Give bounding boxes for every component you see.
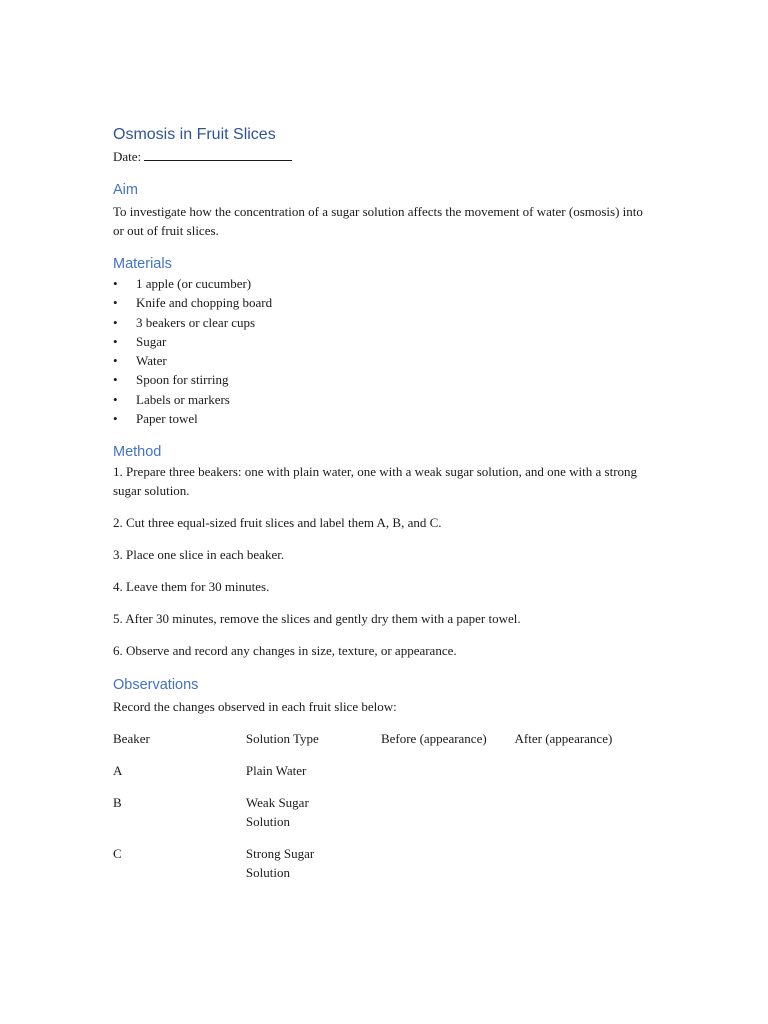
table-row xyxy=(113,793,653,844)
solution-text: Weak Sugar Solution xyxy=(245,795,309,830)
bullet-icon: • xyxy=(113,314,118,330)
method-step-4: 4. Leave them for 30 minutes. xyxy=(113,579,270,595)
list-item xyxy=(113,370,653,389)
material-label: 3 beakers or clear cups xyxy=(136,314,256,330)
bullet-icon: • xyxy=(113,276,118,291)
column-header-before: Before (appearance) xyxy=(380,731,487,747)
materials-heading: Materials xyxy=(113,256,172,272)
table-header-row xyxy=(113,729,653,761)
cell-solution xyxy=(246,844,381,895)
date-line xyxy=(113,148,653,166)
material-label: Spoon for stirring xyxy=(136,372,229,388)
material-label: Labels or markers xyxy=(136,391,230,407)
cell-after[interactable] xyxy=(515,844,653,895)
observations-intro: Record the changes observed in each fruit slice below: xyxy=(113,699,397,715)
cell-before[interactable] xyxy=(381,761,515,793)
cell-solution xyxy=(246,761,381,793)
material-label: Water xyxy=(136,353,167,369)
materials-section xyxy=(113,254,653,428)
cell-beaker: B xyxy=(113,795,122,811)
list-item xyxy=(113,390,653,409)
list-item xyxy=(113,313,653,332)
cell-after[interactable] xyxy=(515,793,653,844)
list-item xyxy=(113,332,653,351)
method-step-5: 5. After 30 minutes, remove the slices and gently dry them with a paper towel. xyxy=(113,611,521,627)
bullet-icon: • xyxy=(113,333,118,349)
bullet-icon: • xyxy=(113,391,118,407)
list-item xyxy=(113,274,653,293)
date-blank-field[interactable] xyxy=(144,148,292,161)
bullet-icon: • xyxy=(113,295,118,311)
aim-section xyxy=(113,180,653,240)
table-row xyxy=(113,844,653,895)
method-section xyxy=(113,442,653,660)
cell-beaker: A xyxy=(113,763,123,779)
cell-after[interactable] xyxy=(515,761,653,793)
material-label: 1 apple (or cucumber) xyxy=(136,276,252,291)
list-item xyxy=(113,409,653,428)
method-step-3: 3. Place one slice in each beaker. xyxy=(113,547,285,563)
column-header-after: After (appearance) xyxy=(514,731,613,747)
list-item xyxy=(113,351,653,370)
bullet-icon: • xyxy=(113,372,118,388)
date-label: Date: xyxy=(113,149,142,164)
aim-text: To investigate how the concentration of a sugar solution affects the movement of water (osmosis) into or out of fruit slices. xyxy=(113,204,643,238)
page-title: Osmosis in Fruit Slices xyxy=(113,126,276,143)
bullet-icon: • xyxy=(113,353,118,369)
list-item xyxy=(113,293,653,312)
solution-text: Plain Water xyxy=(245,763,307,779)
material-label: Sugar xyxy=(136,333,167,349)
cell-before[interactable] xyxy=(381,793,515,844)
method-heading: Method xyxy=(113,444,162,461)
method-step-1: 1. Prepare three beakers: one with plain water, one with a weak sugar solution, and one with a strong sugar solution. xyxy=(113,464,638,499)
material-label: Knife and chopping board xyxy=(136,295,273,311)
method-step-2: 2. Cut three equal-sized fruit slices and label them A, B, and C. xyxy=(113,515,442,531)
cell-solution xyxy=(246,793,381,844)
observations-heading: Observations xyxy=(113,677,199,694)
method-step-6: 6. Observe and record any changes in size, texture, or appearance. xyxy=(113,643,457,659)
table-row xyxy=(113,761,653,793)
cell-beaker: C xyxy=(113,846,122,862)
column-header-solution: Solution Type xyxy=(245,731,319,747)
document-body xyxy=(113,124,653,895)
column-header-beaker: Beaker xyxy=(113,731,150,747)
aim-heading: Aim xyxy=(113,182,138,198)
observations-section xyxy=(113,675,653,895)
bullet-icon: • xyxy=(113,411,118,427)
solution-text: Strong Sugar Solution xyxy=(245,846,315,881)
materials-list xyxy=(113,274,653,428)
material-label: Paper towel xyxy=(136,411,198,427)
observations-table xyxy=(113,729,653,895)
cell-before[interactable] xyxy=(381,844,515,895)
